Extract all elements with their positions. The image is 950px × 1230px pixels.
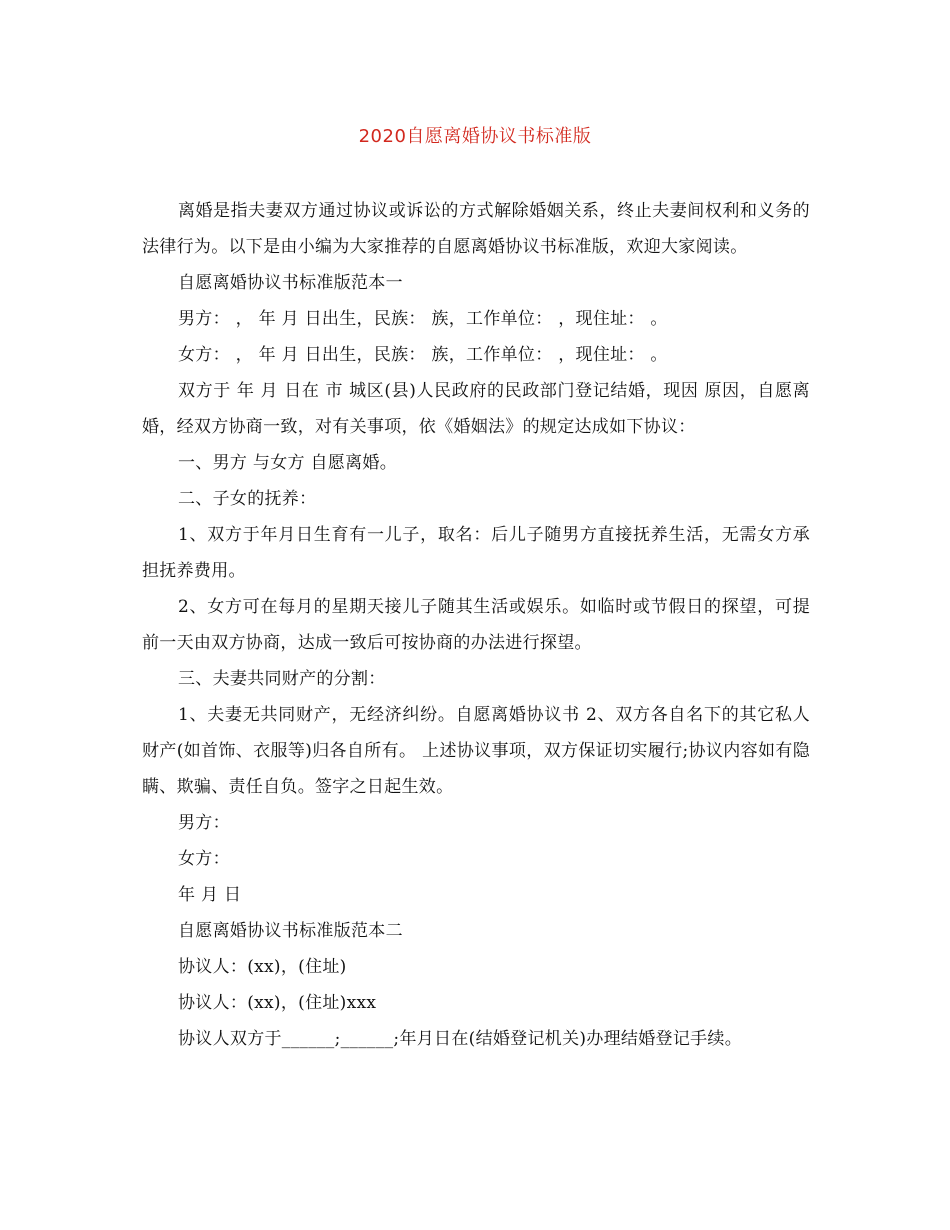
signature-male: 男方： <box>178 813 230 833</box>
party-one-line: 协议人：(xx)，(住址) <box>178 957 347 977</box>
clause-two-item-one: 1、双方于年月日生育有一儿子，取名：后儿子随男方直接抚养生活，无需女方承担抚养费用。 <box>142 525 810 581</box>
document-title: 2020自愿离婚协议书标准版 <box>358 126 592 147</box>
signature-female: 女方： <box>178 849 230 869</box>
document-body <box>142 193 810 1057</box>
party-two-line: 协议人：(xx)，(住址)xxx <box>178 993 377 1013</box>
intro-paragraph: 离婚是指夫妻双方通过协议或诉讼的方式解除婚姻关系，终止夫妻间权利和义务的法律行为。以下是由小编为大家推荐的自愿离婚协议书标准版，欢迎大家阅读。 <box>142 201 810 257</box>
section-heading-template-one: 自愿离婚协议书标准版范本一 <box>178 273 403 293</box>
marriage-registration-paragraph: 双方于 年 月 日在 市 城区(县)人民政府的民政部门登记结婚，现因 原因，自愿离婚，经双方协商一致，对有关事项，依《婚姻法》的规定达成如下协议： <box>142 381 810 437</box>
clause-two-heading: 二、子女的抚养： <box>178 489 317 509</box>
party-female-info: 女方： ， 年 月 日出生，民族： 族，工作单位： ，现住址： 。 <box>178 345 668 365</box>
section-heading-template-two: 自愿离婚协议书标准版范本二 <box>178 921 403 941</box>
clause-three-heading: 三、夫妻共同财产的分割： <box>178 669 386 689</box>
registration-statement: 协议人双方于______;______;年月日在(结婚登记机关)办理结婚登记手续。 <box>178 1029 743 1049</box>
clause-three-item-one: 1、夫妻无共同财产，无经济纠纷。自愿离婚协议书 2、双方各自名下的其它私人财产(如首饰、衣服等)归各自所有。 上述协议事项，双方保证切实履行;协议内容如有隐瞒、欺骗、责任自负。签字之日起生效。 <box>142 705 810 797</box>
party-male-info: 男方： ， 年 月 日出生，民族： 族，工作单位： ，现住址： 。 <box>178 309 668 329</box>
signature-date: 年 月 日 <box>178 885 242 905</box>
clause-two-item-two: 2、女方可在每月的星期天接儿子随其生活或娱乐。如临时或节假日的探望，可提前一天由双方协商，达成一致后可按协商的办法进行探望。 <box>142 597 810 653</box>
clause-one: 一、男方 与女方 自愿离婚。 <box>178 453 398 473</box>
